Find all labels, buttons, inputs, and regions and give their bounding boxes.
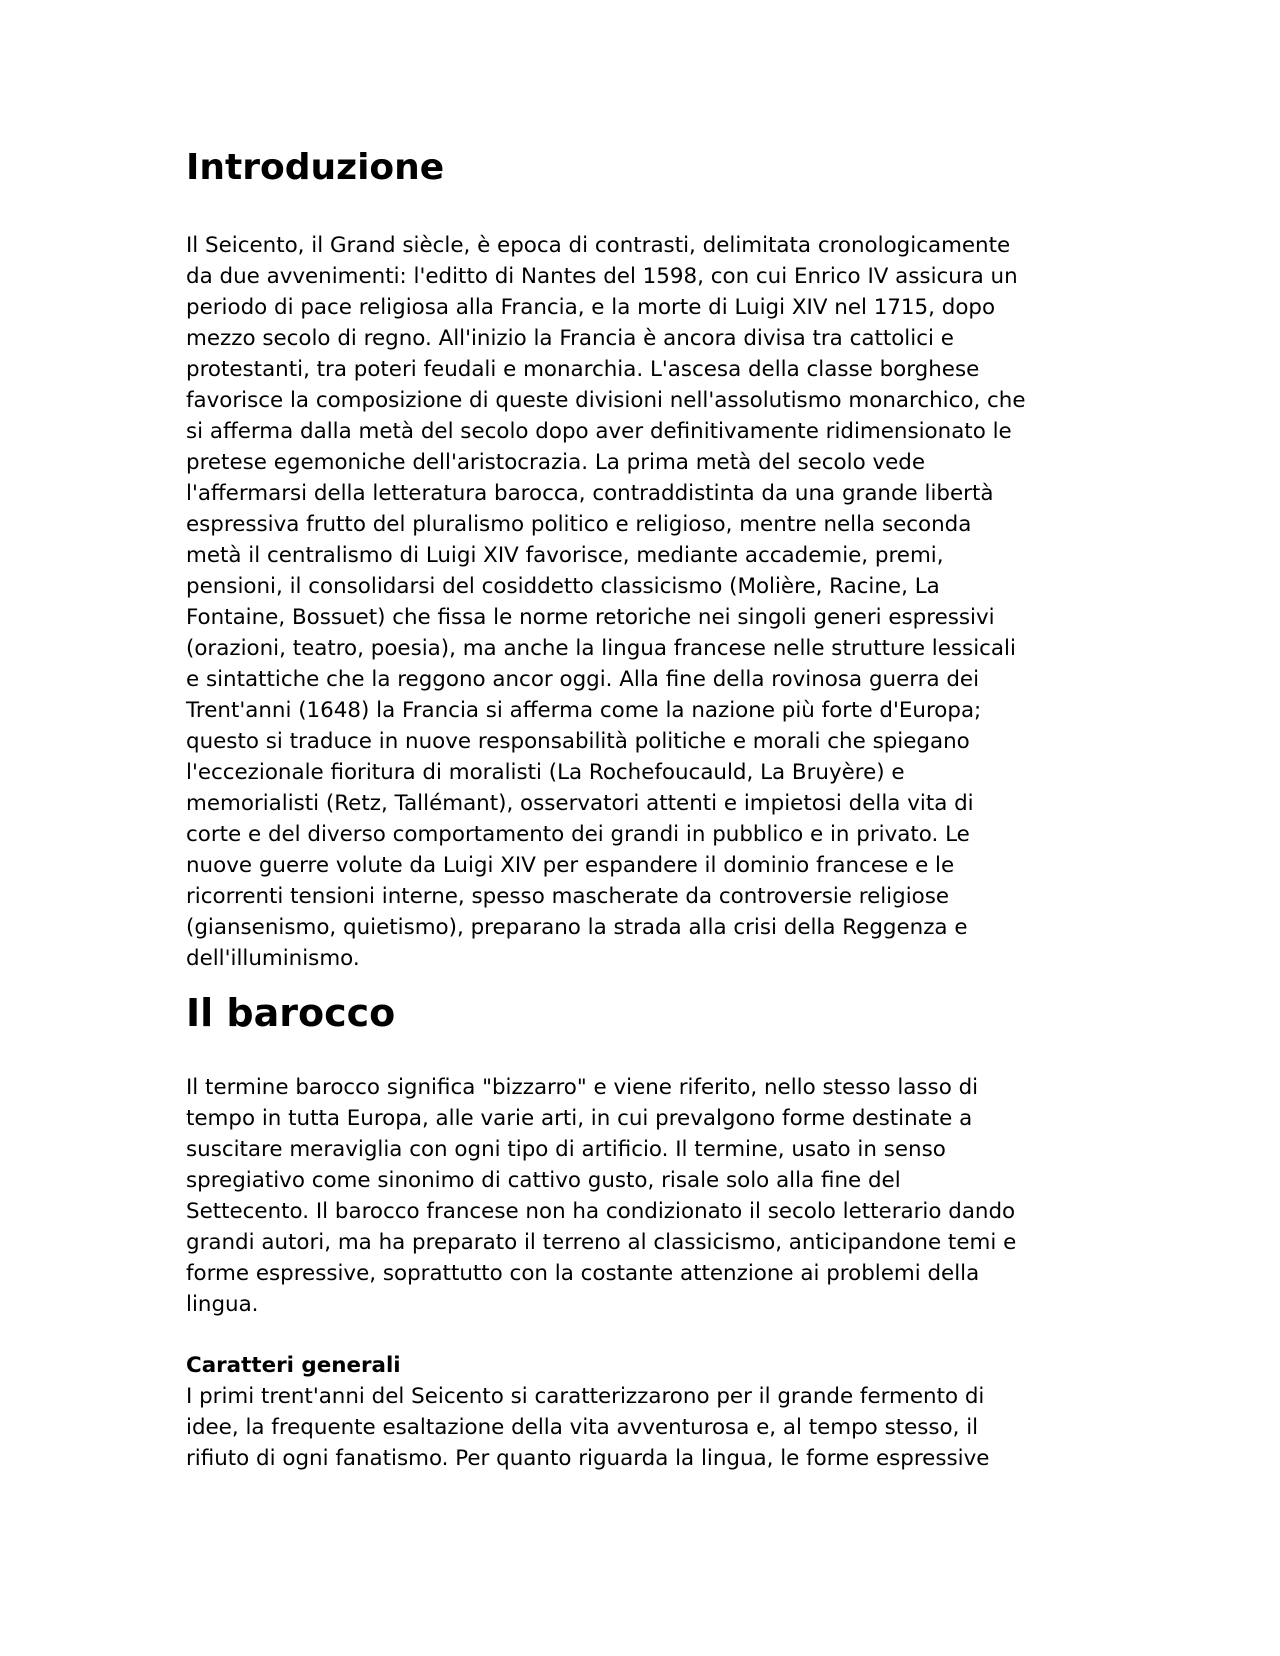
text-line: questo si traduce in nuove responsabilità politiche e morali che spiegano (186, 729, 970, 754)
section-heading-introduzione: Introduzione (186, 147, 445, 188)
paragraph-caratteri-generali (186, 1381, 989, 1474)
text-line: (giansenismo, quietismo), preparano la strada alla crisi della Reggenza e (186, 915, 968, 940)
text-line: protestanti, tra poteri feudali e monarchia. L'ascesa della classe borghese (186, 357, 980, 382)
paragraph-introduzione (186, 230, 1026, 974)
text-line: suscitare meraviglia con ogni tipo di artificio. Il termine, usato in senso (186, 1137, 946, 1162)
text-line: tempo in tutta Europa, alle varie arti, in cui prevalgono forme destinate a (186, 1106, 973, 1131)
text-line: e sintattiche che la reggono ancor oggi. Alla fine della rovinosa guerra dei (186, 667, 980, 692)
subheading-caratteri-generali: Caratteri generali (186, 1353, 401, 1378)
text-line: memorialisti (Retz, Tallémant), osservatori attenti e impietosi della vita di (186, 791, 974, 816)
text-line: Il Seicento, il Grand siècle, è epoca di contrasti, delimitata cronologicamente (186, 233, 1011, 258)
paragraph-barocco (186, 1072, 1016, 1320)
text-line: (orazioni, teatro, poesia), ma anche la lingua francese nelle strutture lessicali (186, 636, 1016, 661)
text-line: Fontaine, Bossuet) che fissa le norme retoriche nei singoli generi espressivi (186, 605, 995, 630)
text-line: dell'illuminismo. (186, 946, 360, 971)
text-line: favorisce la composizione di queste divisioni nell'assolutismo monarchico, che (186, 388, 1026, 413)
text-line: l'eccezionale fioritura di moralisti (La Rochefoucauld, La Bruyère) e (186, 760, 905, 785)
text-line: idee, la frequente esaltazione della vita avventurosa e, al tempo stesso, il (186, 1415, 979, 1440)
text-line: nuove guerre volute da Luigi XIV per espandere il dominio francese e le (186, 853, 955, 878)
text-line: corte e del diverso comportamento dei grandi in pubblico e in privato. Le (186, 822, 970, 847)
text-line: da due avvenimenti: l'editto di Nantes del 1598, con cui Enrico IV assicura un (186, 264, 1018, 289)
text-line: l'affermarsi della letteratura barocca, contraddistinta da una grande libertà (186, 481, 994, 506)
text-line: pretese egemoniche dell'aristocrazia. La prima metà del secolo vede (186, 450, 926, 475)
text-line: spregiativo come sinonimo di cattivo gusto, risale solo alla fine del (186, 1168, 901, 1193)
text-line: pensioni, il consolidarsi del cosiddetto classicismo (Molière, Racine, La (186, 574, 940, 599)
text-line: I primi trent'anni del Seicento si caratterizzarono per il grande fermento di (186, 1384, 985, 1409)
text-line: metà il centralismo di Luigi XIV favorisce, mediante accademie, premi, (186, 543, 944, 568)
text-line: si afferma dalla metà del secolo dopo aver definitivamente ridimensionato le (186, 419, 1012, 444)
section-heading-barocco: Il barocco (186, 991, 396, 1035)
text-line: espressiva frutto del pluralismo politico e religioso, mentre nella seconda (186, 512, 972, 537)
text-line: Trent'anni (1648) la Francia si afferma come la nazione più forte d'Europa; (186, 698, 982, 723)
text-line: mezzo secolo di regno. All'inizio la Francia è ancora divisa tra cattolici e (186, 326, 954, 351)
text-line: Settecento. Il barocco francese non ha condizionato il secolo letterario dando (186, 1199, 1016, 1224)
text-line: periodo di pace religiosa alla Francia, e la morte di Luigi XIV nel 1715, dopo (186, 295, 996, 320)
text-line: ricorrenti tensioni interne, spesso mascherate da controversie religiose (186, 884, 950, 909)
text-line: lingua. (186, 1292, 259, 1317)
text-line: forme espressive, soprattutto con la costante attenzione ai problemi della (186, 1261, 980, 1286)
text-line: rifiuto di ogni fanatismo. Per quanto riguarda la lingua, le forme espressive (186, 1446, 990, 1471)
text-line: Il termine barocco significa "bizzarro" e viene riferito, nello stesso lasso di (186, 1075, 979, 1100)
text-line: grandi autori, ma ha preparato il terreno al classicismo, anticipandone temi e (186, 1230, 1017, 1255)
